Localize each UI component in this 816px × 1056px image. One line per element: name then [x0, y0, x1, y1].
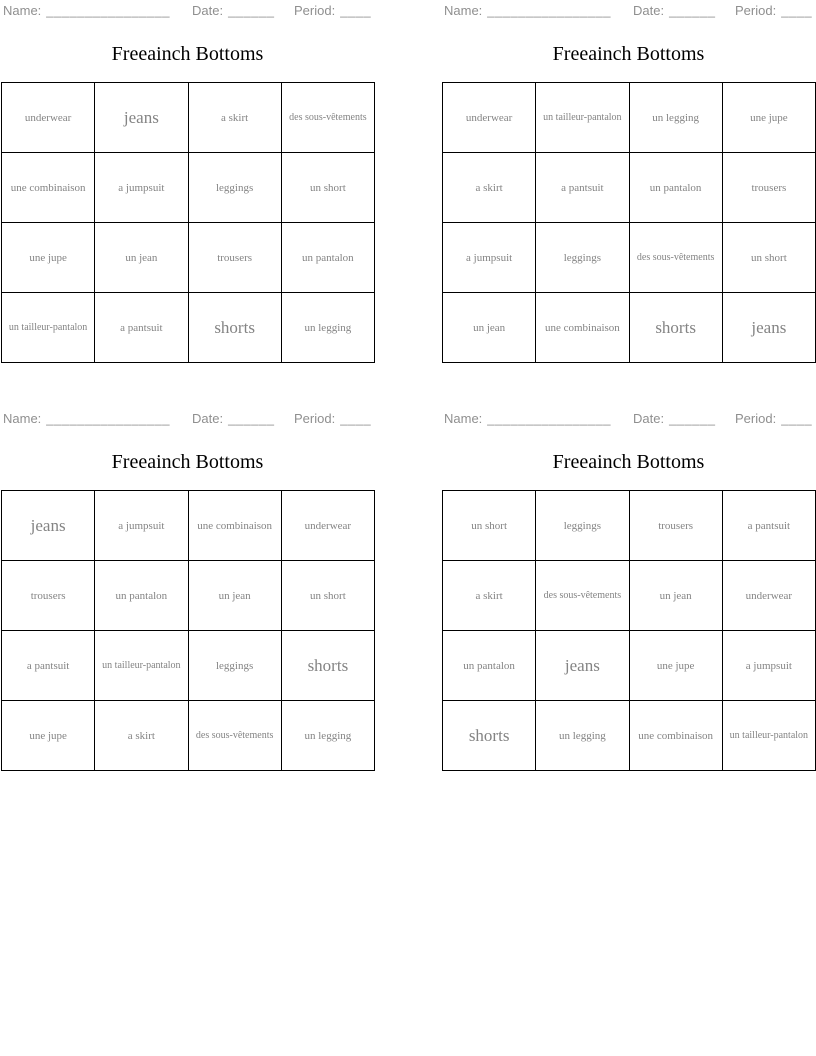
worksheet-header	[441, 411, 816, 429]
bingo-cell: trousers	[723, 153, 816, 223]
bingo-cell: un jean	[95, 223, 188, 293]
bingo-cell: un short	[443, 491, 536, 561]
bingo-cell: un legging	[536, 701, 629, 771]
period-label: Period:	[735, 3, 777, 18]
bingo-cell: jeans	[723, 293, 816, 363]
bingo-card-top-left	[0, 0, 375, 408]
bingo-cell: a jumpsuit	[95, 153, 188, 223]
date-field	[633, 3, 715, 18]
bingo-cell: des sous-vêtements	[189, 701, 282, 771]
date-blank-line: ______	[669, 3, 716, 18]
name-blank-line: ________________	[487, 411, 611, 426]
name-blank-line: ________________	[46, 3, 170, 18]
bingo-card-top-right	[441, 0, 816, 408]
name-label: Name:	[444, 411, 483, 426]
bingo-cell: shorts	[630, 293, 723, 363]
bingo-cell: a skirt	[189, 83, 282, 153]
card-title: Freeainch Bottoms	[111, 43, 264, 65]
bingo-cell: une jupe	[630, 631, 723, 701]
date-blank-line: ______	[228, 411, 275, 426]
bingo-grid	[442, 490, 816, 771]
period-field	[735, 411, 812, 426]
bingo-card-bottom-left	[0, 408, 375, 816]
bingo-cell: a jumpsuit	[723, 631, 816, 701]
bingo-cell: un pantalon	[95, 561, 188, 631]
date-label: Date:	[192, 3, 224, 18]
bingo-cell: a jumpsuit	[95, 491, 188, 561]
bingo-cell: a pantsuit	[95, 293, 188, 363]
bingo-cell: un tailleur-pantalon	[536, 83, 629, 153]
bingo-cell: a pantsuit	[536, 153, 629, 223]
bingo-cell: un tailleur-pantalon	[95, 631, 188, 701]
bingo-cell: underwear	[282, 491, 375, 561]
card-title: Freeainch Bottoms	[111, 451, 264, 473]
bingo-cell: shorts	[443, 701, 536, 771]
bingo-cell: un jean	[189, 561, 282, 631]
name-field	[444, 411, 611, 426]
period-label: Period:	[294, 3, 336, 18]
bingo-cell: a jumpsuit	[443, 223, 536, 293]
bingo-grid	[1, 490, 375, 771]
date-label: Date:	[192, 411, 224, 426]
period-blank-line: ____	[781, 411, 813, 426]
bingo-cell: une combinaison	[2, 153, 95, 223]
bingo-cell: jeans	[536, 631, 629, 701]
bingo-cell: une jupe	[2, 701, 95, 771]
card-title: Freeainch Bottoms	[552, 451, 705, 473]
bingo-card-bottom-right	[441, 408, 816, 816]
bingo-cell: shorts	[189, 293, 282, 363]
date-label: Date:	[633, 3, 665, 18]
bingo-cell: underwear	[443, 83, 536, 153]
name-field	[3, 3, 170, 18]
bingo-cell: des sous-vêtements	[282, 83, 375, 153]
bingo-cell: leggings	[536, 491, 629, 561]
period-label: Period:	[735, 411, 777, 426]
bingo-cell: un short	[723, 223, 816, 293]
bingo-cell: un legging	[282, 293, 375, 363]
date-blank-line: ______	[228, 3, 275, 18]
worksheet-header	[0, 411, 420, 429]
period-blank-line: ____	[340, 411, 372, 426]
bingo-cell: des sous-vêtements	[630, 223, 723, 293]
bingo-cell: des sous-vêtements	[536, 561, 629, 631]
name-blank-line: ________________	[46, 411, 170, 426]
bingo-cell: jeans	[95, 83, 188, 153]
period-label: Period:	[294, 411, 336, 426]
worksheet-header	[0, 3, 420, 21]
period-field	[294, 411, 371, 426]
bingo-grid	[442, 82, 816, 363]
bingo-cell: un jean	[630, 561, 723, 631]
date-field	[192, 3, 274, 18]
bingo-cell: une combinaison	[189, 491, 282, 561]
bingo-cell: leggings	[189, 153, 282, 223]
period-field	[294, 3, 371, 18]
bingo-cell: underwear	[723, 561, 816, 631]
bingo-cell: une combinaison	[536, 293, 629, 363]
bingo-cell: a skirt	[443, 561, 536, 631]
bingo-cell: trousers	[630, 491, 723, 561]
bingo-cell: un tailleur-pantalon	[723, 701, 816, 771]
bingo-cell: a skirt	[95, 701, 188, 771]
bingo-cell: un tailleur-pantalon	[2, 293, 95, 363]
name-label: Name:	[3, 3, 42, 18]
bingo-cell: a pantsuit	[2, 631, 95, 701]
bingo-cell: a skirt	[443, 153, 536, 223]
bingo-cell: un short	[282, 153, 375, 223]
bingo-cell: underwear	[2, 83, 95, 153]
name-field	[444, 3, 611, 18]
date-blank-line: ______	[669, 411, 716, 426]
bingo-cell: leggings	[189, 631, 282, 701]
bingo-cell: a pantsuit	[723, 491, 816, 561]
bingo-cell: un pantalon	[630, 153, 723, 223]
period-blank-line: ____	[340, 3, 372, 18]
name-label: Name:	[3, 411, 42, 426]
bingo-cell: un jean	[443, 293, 536, 363]
bingo-cell: leggings	[536, 223, 629, 293]
bingo-cell: trousers	[189, 223, 282, 293]
bingo-cell: jeans	[2, 491, 95, 561]
period-field	[735, 3, 812, 18]
date-field	[192, 411, 274, 426]
period-blank-line: ____	[781, 3, 813, 18]
date-field	[633, 411, 715, 426]
bingo-cell: un short	[282, 561, 375, 631]
bingo-cell: une jupe	[2, 223, 95, 293]
name-field	[3, 411, 170, 426]
name-blank-line: ________________	[487, 3, 611, 18]
bingo-cell: un pantalon	[443, 631, 536, 701]
bingo-cell: une combinaison	[630, 701, 723, 771]
bingo-cell: shorts	[282, 631, 375, 701]
card-title: Freeainch Bottoms	[552, 43, 705, 65]
name-label: Name:	[444, 3, 483, 18]
bingo-cell: un pantalon	[282, 223, 375, 293]
bingo-cell: une jupe	[723, 83, 816, 153]
worksheet-header	[441, 3, 816, 21]
bingo-cell: un legging	[630, 83, 723, 153]
bingo-cell: trousers	[2, 561, 95, 631]
bingo-grid	[1, 82, 375, 363]
date-label: Date:	[633, 411, 665, 426]
bingo-cell: un legging	[282, 701, 375, 771]
